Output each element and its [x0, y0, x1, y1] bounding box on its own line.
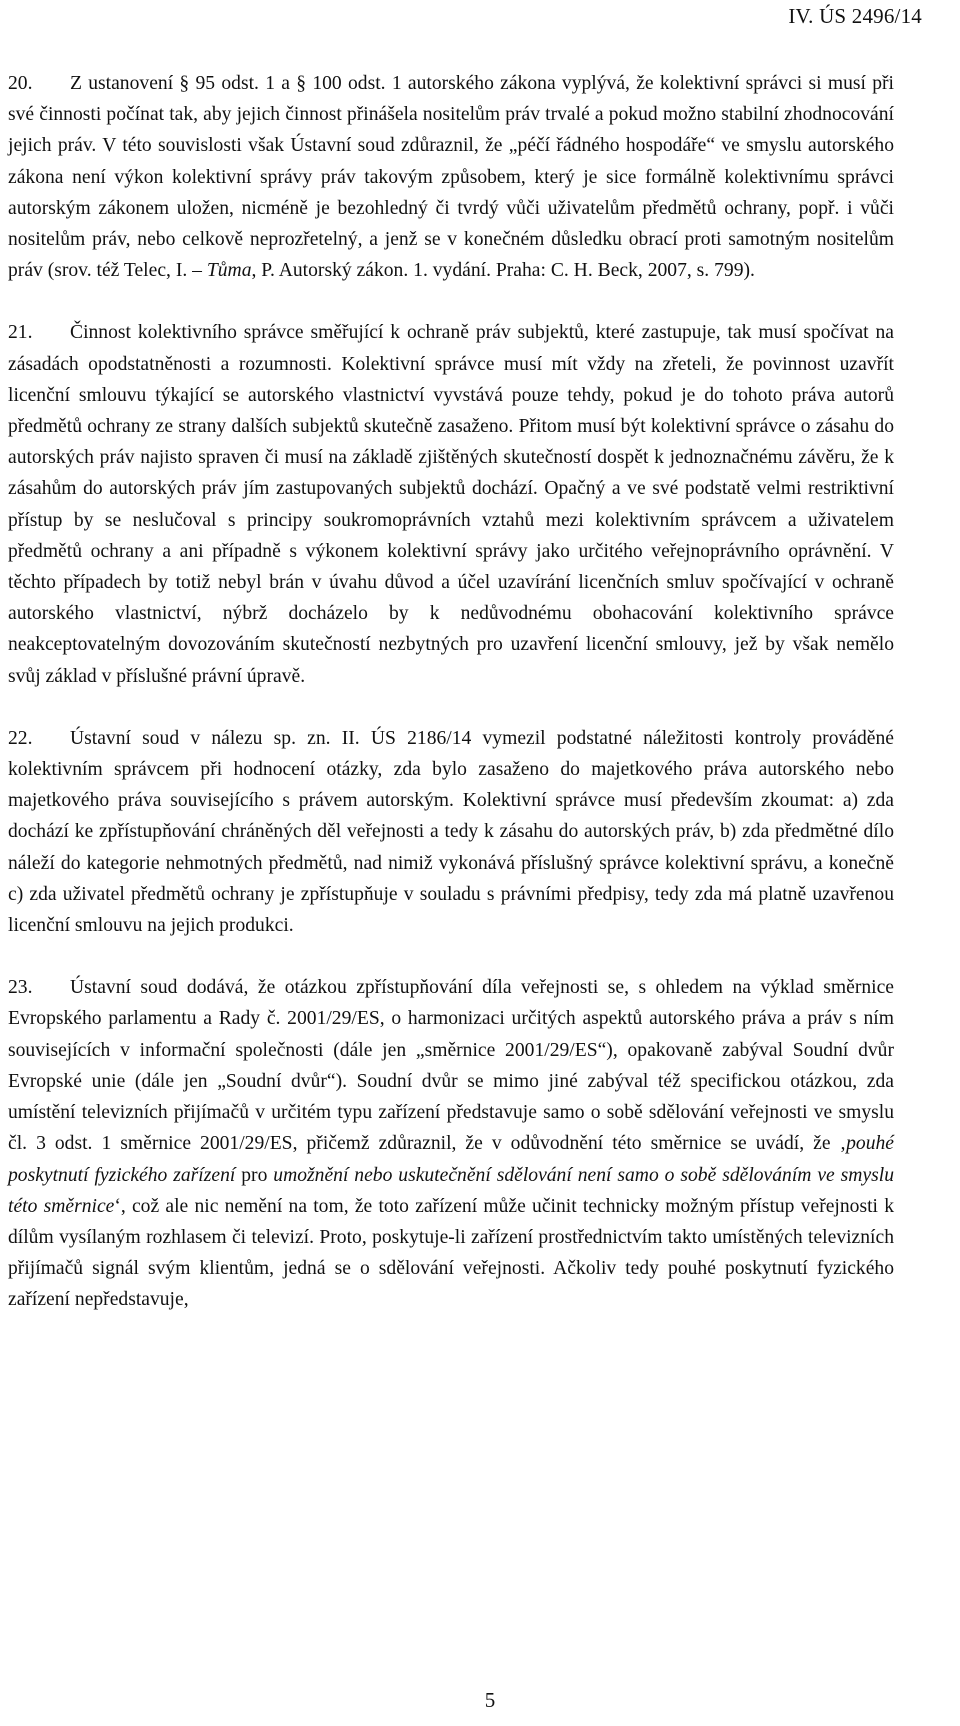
paragraph-number: 22.: [8, 727, 33, 749]
paragraph-text: Činnost kolektivního správce směřující k ochraně práv subjektů, které zastupuje, tak musí spočívat na zásadách opodstatněnosti a rozumnosti. Kolektivní správce musí mít vždy na zřeteli, že povinnost uzavřít licenční smlouvu týkající se autorského vlastnictví vyvstává pouze tehdy, pokud je do tohoto práva autorů předmětů ochrany ze strany dalších subjektů skutečně zasaženo. Přitom musí být kolektivní správce o zásahu do autorských práv najisto spraven či musí na základě zjištěných skutečností dospět k jednoznačnému závěru, že k zásahům do autorských práv jím zastupovaných subjektů dochází. Opačný a ve své podstatě velmi restriktivní přístup by se neslučoval s principy soukromoprávních vztahů mezi kolektivním správcem a uživatelem předmětů ochrany a ani případně s výkonem kolektivní správy jako určitého veřejnoprávního oprávnění. V těchto případech by totiž nebyl brán v úvahu důvod a účel uzavírání licenčních smluv spočívající v ochraně autorského vlastnictví, nýbrž docházelo by k nedůvodnému obohacování kolektivního správce neakceptovatelným dovozováním skutečností nezbytných pro uzavření licenční smlouvy, jež by však nemělo svůj základ v příslušné právní úpravě.: [8, 322, 894, 687]
page-number: 5: [484, 1688, 496, 1712]
paragraph-text: , P. Autorský zákon. 1. vydání. Praha: C. H. Beck, 2007, s. 799).: [251, 260, 755, 282]
paragraph-text: ‘, což ale nic nemění na tom, že toto zařízení může učinit technicky možným přístup veřejnosti k dílům vysílaným rozhlasem či televizí. Proto, poskytuje-li zařízení prostřednictvím takto umístěných televizních přijímačů signál svým klientům, jedná se o sdělování veřejnosti. Ačkoliv tedy pouhé poskytnutí fyzického zařízení nepředstavuje,: [8, 1195, 894, 1311]
paragraph-23: [8, 972, 894, 1315]
paragraph-text-italic: pouhé poskytnutí fyzického zařízení: [8, 1133, 894, 1186]
paragraph-text: Ústavní soud dodává, že otázkou zpřístupňování díla veřejnosti se, s ohledem na výklad směrnice Evropského parlamentu a Rady č. 2001/29/ES, o harmonizaci určitých aspektů autorského práva a práv s ním souvisejících v informační společnosti (dále jen „směrnice 2001/29/ES“), opakovaně zabýval Soudní dvůr Evropské unie (dále jen „Soudní dvůr“). Soudní dvůr se mimo jiné zabýval též specifickou otázkou, zda umístění televizních přijímačů v určitém typu zařízení představuje samo o sobě sdělování veřejnosti ve smyslu čl. 3 odst. 1 směrnice 2001/29/ES, přičemž zdůraznil, že v odůvodnění této směrnice se uvádí, že ‚: [8, 977, 894, 1155]
paragraph-number: 21.: [8, 322, 33, 344]
paragraph-text-italic: umožnění nebo uskutečnění sdělování není samo o sobě sdělováním ve smyslu této směrnice: [8, 1164, 895, 1217]
case-number-header: IV. ÚS 2496/14: [788, 4, 922, 28]
paragraph-22: [8, 723, 894, 941]
paragraph-text-italic: Tůma: [206, 260, 252, 282]
document-body: [8, 68, 894, 1347]
paragraph-20: [8, 68, 894, 286]
paragraph-21: [8, 317, 894, 691]
paragraph-text: pro: [235, 1164, 274, 1186]
paragraph-text: Z ustanovení § 95 odst. 1 a § 100 odst. 1 autorského zákona vyplývá, že kolektivní správci si musí při své činnosti počínat tak, aby jejich činnost přinášela nositelům práv trvalé a pokud možno stabilní zhodnocování jejich práv. V této souvislosti však Ústavní soud zdůraznil, že „péčí řádného hospodáře“ ve smyslu autorského zákona není výkon kolektivní správy práv takovým způsobem, který je sice formálně kolektivnímu správci autorským zákonem uložen, nicméně je bezohledný či tvrdý vůči uživatelům předmětů ochrany, popř. i vůči nositelům práv, nebo celkově neprozřetelný, a jenž se v konečném důsledku obrací proti samotným nositelům práv (srov. též Telec, I. –: [8, 73, 894, 282]
paragraph-number: 20.: [8, 73, 33, 94]
paragraph-text: Ústavní soud v nálezu sp. zn. II. ÚS 2186/14 vymezil podstatné náležitosti kontroly prováděné kolektivním správcem při hodnocení otázky, zda bylo zasaženo do majetkového práva autorského nebo majetkového práva souvisejícího s právem autorským. Kolektivní správce musí především zkoumat: a) zda dochází ke zpřístupňování chráněných děl veřejnosti a tedy k zásahu do autorských práv, b) zda předmětné dílo náleží do kategorie nehmotných předmětů, nad nimiž vykonává příslušný správce kolektivní správu, a konečně c) zda uživatel předmětů ochrany je zpřístupňuje v souladu s právními předpisy, tedy zda má platně uzavřenou licenční smlouvu na jejich produkci.: [8, 727, 894, 937]
paragraph-number: 23.: [8, 977, 33, 999]
